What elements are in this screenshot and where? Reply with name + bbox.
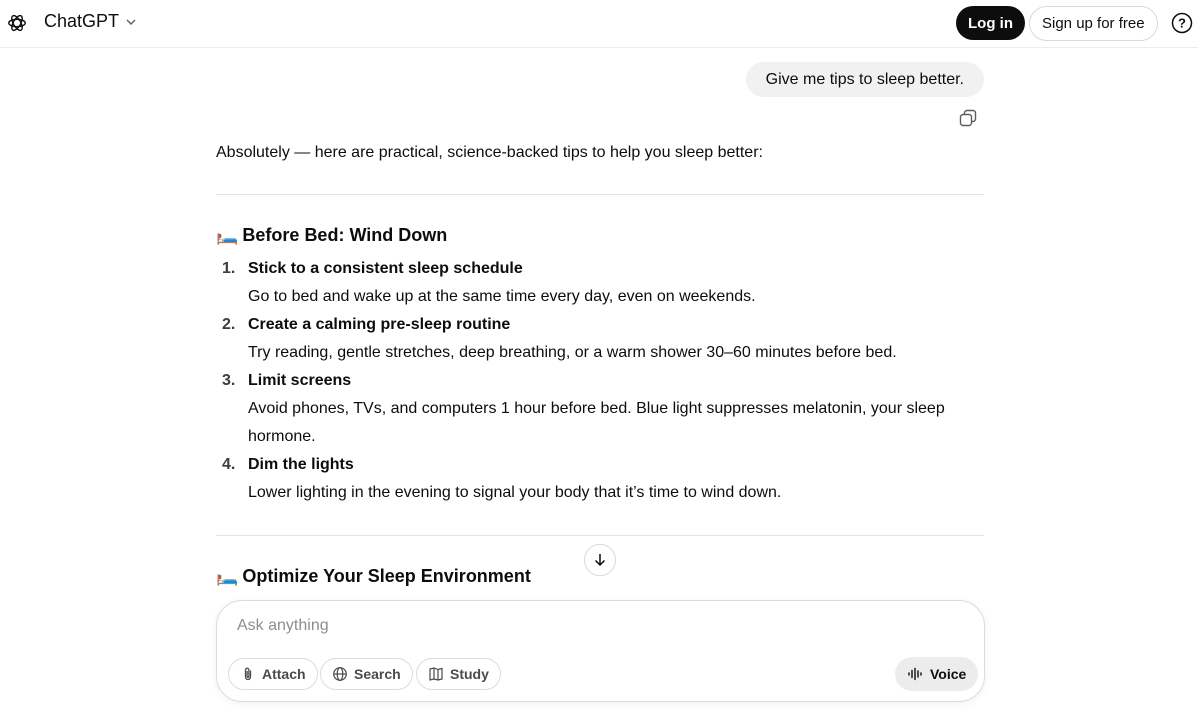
paperclip-icon <box>240 666 256 682</box>
top-bar <box>0 0 1198 48</box>
voice-wave-icon <box>907 666 923 682</box>
search-label: Search <box>354 666 401 682</box>
model-name: ChatGPT <box>44 11 120 31</box>
item-text: Avoid phones, TVs, and computers 1 hour before bed. Blue light suppresses melatonin, your sleep hormone. <box>248 400 945 445</box>
user-message-bubble: Give me tips to sleep better. <box>746 62 984 97</box>
assistant-intro: Absolutely — here are practical, science-backed tips to help you sleep better: <box>216 144 763 161</box>
list-item <box>216 451 984 507</box>
login-button[interactable]: Log in <box>956 6 1025 40</box>
item-number: 3. <box>222 372 236 389</box>
list-item <box>216 255 984 311</box>
bottom-fade <box>0 702 1198 713</box>
help-symbol: ? <box>1178 15 1186 31</box>
bed-emoji: 🛏️ <box>216 566 239 586</box>
section-title-text: Optimize Your Sleep Environment <box>242 566 531 586</box>
item-number: 2. <box>222 316 236 333</box>
copy-icon[interactable] <box>958 108 978 128</box>
divider <box>216 194 984 195</box>
globe-icon <box>332 666 348 682</box>
section-heading <box>216 225 447 246</box>
openai-logo-icon[interactable] <box>6 12 28 34</box>
item-title: Stick to a consistent sleep schedule <box>248 260 523 277</box>
section-heading <box>216 566 531 587</box>
prompt-input[interactable] <box>237 617 837 635</box>
divider <box>216 535 984 536</box>
item-title: Dim the lights <box>248 456 354 473</box>
item-title: Create a calming pre-sleep routine <box>248 316 511 333</box>
voice-label: Voice <box>930 666 967 682</box>
item-text: Go to bed and wake up at the same time every day, even on weekends. <box>248 288 756 305</box>
bed-emoji: 🛏️ <box>216 225 239 245</box>
signup-button[interactable]: Sign up for free <box>1029 6 1158 41</box>
composer <box>216 600 985 702</box>
attach-button[interactable] <box>228 658 318 690</box>
attach-label: Attach <box>262 666 306 682</box>
scroll-to-bottom-button[interactable] <box>584 544 616 576</box>
search-button[interactable] <box>320 658 413 690</box>
list-item <box>216 311 984 367</box>
section-title-text: Before Bed: Wind Down <box>242 225 448 245</box>
study-button[interactable] <box>416 658 501 690</box>
item-title: Limit screens <box>248 372 352 389</box>
model-selector[interactable] <box>44 11 137 32</box>
item-text: Try reading, gentle stretches, deep breathing, or a warm shower 30–60 minutes before bed. <box>248 344 897 361</box>
arrow-down-icon <box>592 552 608 568</box>
list-item <box>216 367 984 451</box>
help-circle-icon[interactable] <box>1171 12 1193 34</box>
voice-button[interactable] <box>895 657 978 691</box>
book-icon <box>428 666 444 682</box>
item-number: 1. <box>222 260 236 277</box>
study-label: Study <box>450 666 489 682</box>
tips-list <box>216 255 984 507</box>
chevron-down-icon <box>125 16 137 28</box>
item-text: Lower lighting in the evening to signal your body that it’s time to wind down. <box>248 484 782 501</box>
item-number: 4. <box>222 456 236 473</box>
